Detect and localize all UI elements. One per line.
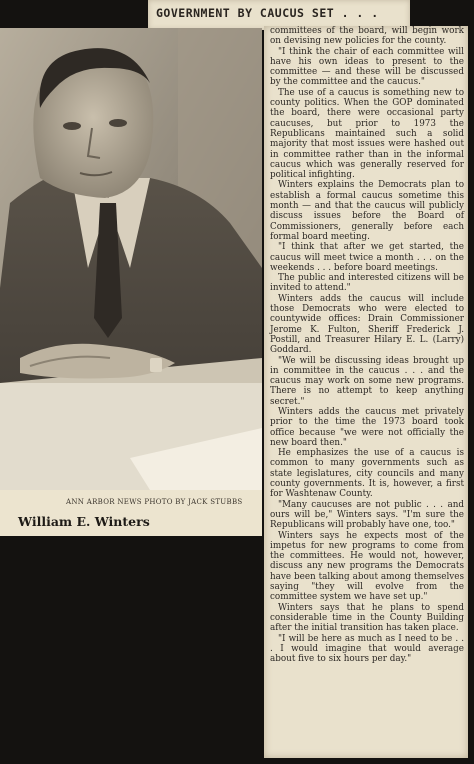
article-paragraph: Winters adds the caucus will include those Democrats who were elected to countywide offices: Drain Commissioner Jerome K. Fulton, Sheriff Frederick J. Postill, and Treasurer Hilary E. L. (Larry) Goddard. [270,293,464,356]
article-paragraph: Winters explains the Democrats plan to establish a formal caucus sometime this month — and that the caucus will publicly discuss issues before the Board of Commissioners, generally before each formal board meeting. [270,180,464,242]
article-paragraph: "I will be here as much as I need to be . . . I would imagine that would average about five to six hours per day." [270,633,464,665]
article-paragraph: The public and interested citizens will be invited to attend." [270,273,464,294]
article-paragraph: "I think the chair of each committee will have his own ideas to present to the committee — and these will be discussed by the committee and the caucus." [270,46,464,88]
article-text [270,26,464,664]
article-paragraph: The use of a caucus is something new to county politics. When the GOP dominated the board, there were occasional party caucuses, but prior to 1973 the Republicans maintained such a solid majority that most issues were hashed out in committee rather than in the informal caucus which was generally reserved for political infighting. [270,87,464,181]
headline: GOVERNMENT BY CAUCUS SET . . . [156,6,379,20]
article-paragraph: He emphasizes the use of a caucus is common to many governments such as state legislatures, city councils and many county governments. It is, however, a first for Washtenaw County. [270,448,464,500]
article-paragraph: Winters adds the caucus met privately prior to the time the 1973 board took office because "we were not officially the new board then." [270,406,464,448]
photo-clipping [0,28,262,536]
photo-caption: William E. Winters [18,514,150,529]
article-paragraph: Winters says he expects most of the impetus for new programs to come from the committees. He would not, however, discuss any new programs the Democrats have been talking about among themselves saying "they will evolve from the committee system we have set up." [270,530,464,603]
article-paragraph: committees of the board, will begin work on devising new policies for the county. [270,26,464,47]
portrait-photo [0,28,262,490]
photo-credit: ANN ARBOR NEWS PHOTO BY JACK STUBBS [66,498,243,506]
article-paragraph: "I think that after we get started, the caucus will meet twice a month . . . on the weekends . . . before board meetings. [270,242,464,273]
article-paragraph: "Many caucuses are not public . . . and ours will be," Winters says. "I'm sure the Republicans will probably have one, too." [270,499,464,531]
article-paragraph: Winters says that he plans to spend considerable time in the County Building after the initial transition has taken place. [270,602,464,634]
portrait-illustration [0,28,262,490]
article-paragraph: "We will be discussing ideas brought up in committee in the caucus . . . and the caucus may work on some new programs. There is no attempt to keep anything secret." [270,355,464,407]
article-column [264,26,468,758]
